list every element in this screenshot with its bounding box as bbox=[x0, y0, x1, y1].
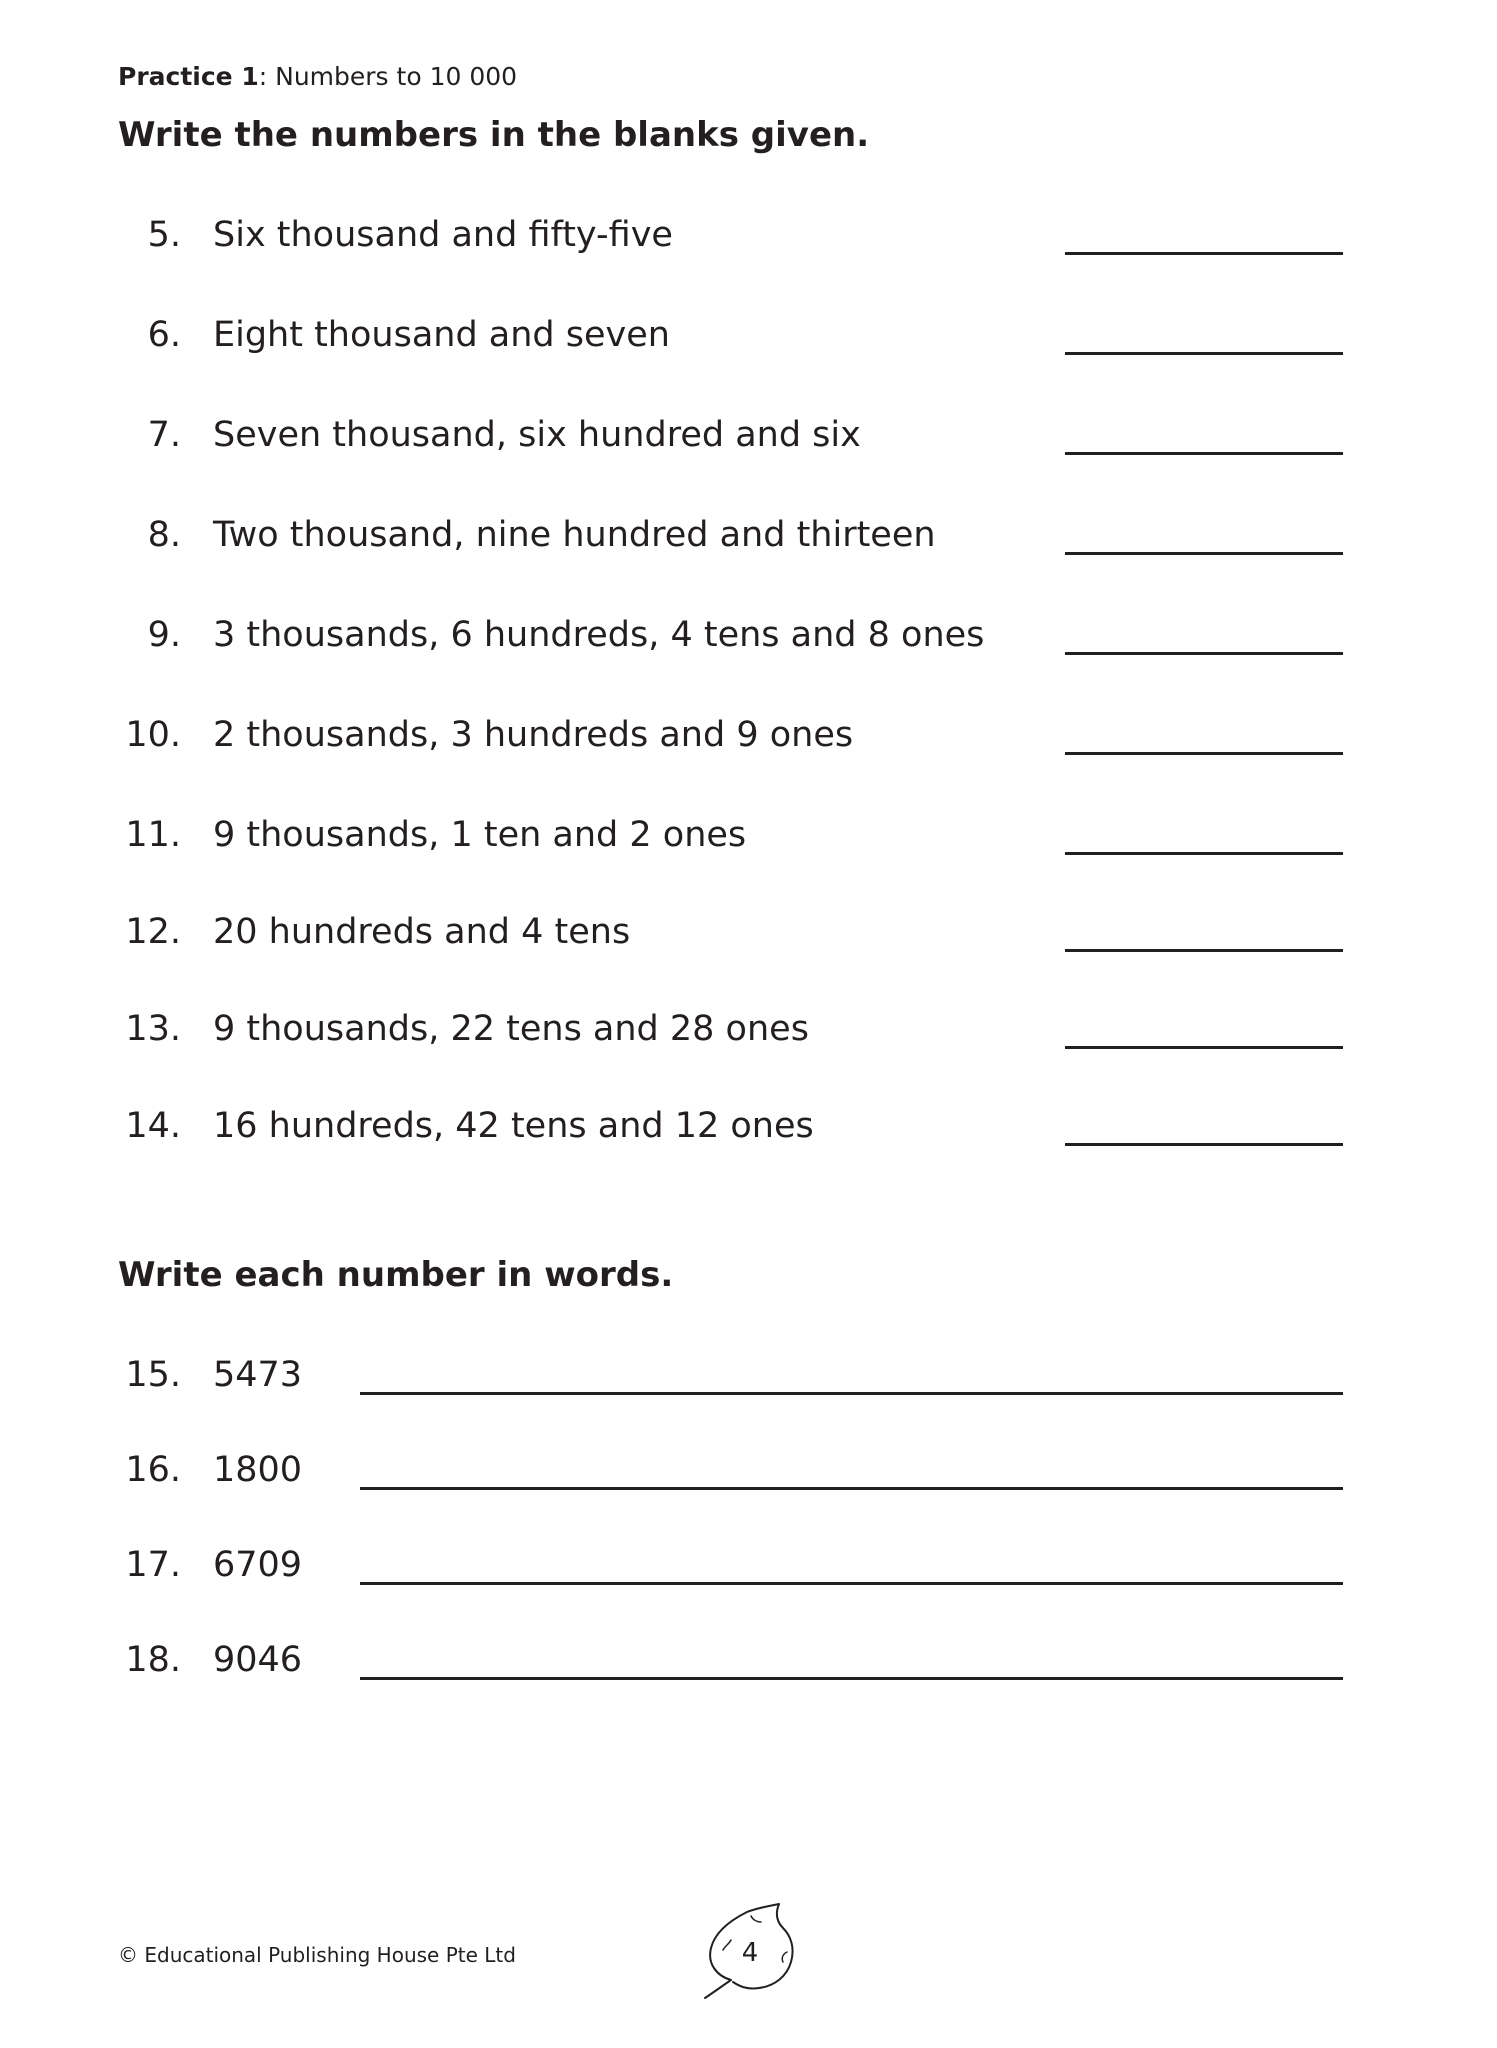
question-13 bbox=[0, 1004, 1497, 1060]
question-text: Eight thousand and seven bbox=[213, 315, 670, 355]
answer-blank[interactable] bbox=[1065, 652, 1343, 655]
question-number: 17. bbox=[125, 1545, 181, 1585]
answer-blank[interactable] bbox=[1065, 852, 1343, 855]
question-number: 5. bbox=[147, 215, 181, 255]
answer-blank[interactable] bbox=[1065, 252, 1343, 255]
page-number: 4 bbox=[741, 1938, 759, 1968]
page-header bbox=[118, 60, 517, 94]
question-text: 1800 bbox=[213, 1450, 303, 1490]
question-text: 6709 bbox=[213, 1545, 303, 1585]
question-15 bbox=[0, 1350, 1497, 1406]
question-7 bbox=[0, 410, 1497, 466]
question-number: 12. bbox=[125, 912, 181, 952]
practice-label: Practice 1 bbox=[118, 62, 259, 91]
answer-blank[interactable] bbox=[1065, 1046, 1343, 1049]
answer-blank[interactable] bbox=[1065, 352, 1343, 355]
answer-line[interactable] bbox=[360, 1582, 1343, 1585]
question-text: Seven thousand, six hundred and six bbox=[213, 415, 861, 455]
question-text: 9046 bbox=[213, 1640, 303, 1680]
answer-blank[interactable] bbox=[1065, 1143, 1343, 1146]
answer-blank[interactable] bbox=[1065, 949, 1343, 952]
question-text: 16 hundreds, 42 tens and 12 ones bbox=[213, 1106, 814, 1146]
question-number: 18. bbox=[125, 1640, 181, 1680]
question-14 bbox=[0, 1101, 1497, 1157]
question-9 bbox=[0, 610, 1497, 666]
question-6 bbox=[0, 310, 1497, 366]
question-number: 7. bbox=[147, 415, 181, 455]
question-8 bbox=[0, 510, 1497, 566]
question-16 bbox=[0, 1445, 1497, 1501]
answer-line[interactable] bbox=[360, 1677, 1343, 1680]
question-number: 11. bbox=[125, 815, 181, 855]
question-text: 9 thousands, 1 ten and 2 ones bbox=[213, 815, 747, 855]
question-number: 9. bbox=[147, 615, 181, 655]
section1-instruction: Write the numbers in the blanks given. bbox=[118, 115, 870, 155]
answer-blank[interactable] bbox=[1065, 452, 1343, 455]
question-text: 2 thousands, 3 hundreds and 9 ones bbox=[213, 715, 854, 755]
question-text: 3 thousands, 6 hundreds, 4 tens and 8 ones bbox=[213, 615, 985, 655]
question-10 bbox=[0, 710, 1497, 766]
question-text: Six thousand and fifty-five bbox=[213, 215, 673, 255]
answer-line[interactable] bbox=[360, 1487, 1343, 1490]
section2-instruction: Write each number in words. bbox=[118, 1255, 674, 1295]
question-number: 8. bbox=[147, 515, 181, 555]
answer-blank[interactable] bbox=[1065, 552, 1343, 555]
question-number: 10. bbox=[125, 715, 181, 755]
answer-blank[interactable] bbox=[1065, 752, 1343, 755]
question-number: 16. bbox=[125, 1450, 181, 1490]
question-18 bbox=[0, 1635, 1497, 1691]
practice-topic: Numbers to 10 000 bbox=[275, 62, 518, 91]
question-number: 13. bbox=[125, 1009, 181, 1049]
question-5 bbox=[0, 210, 1497, 266]
question-number: 15. bbox=[125, 1355, 181, 1395]
question-number: 6. bbox=[147, 315, 181, 355]
question-17 bbox=[0, 1540, 1497, 1596]
question-text: Two thousand, nine hundred and thirteen bbox=[213, 515, 936, 555]
question-12 bbox=[0, 907, 1497, 963]
copyright-notice: © Educational Publishing House Pte Ltd bbox=[118, 1943, 516, 1967]
header-separator: : bbox=[258, 62, 276, 91]
question-text: 20 hundreds and 4 tens bbox=[213, 912, 631, 952]
question-text: 9 thousands, 22 tens and 28 ones bbox=[213, 1009, 809, 1049]
question-text: 5473 bbox=[213, 1355, 303, 1395]
question-number: 14. bbox=[125, 1106, 181, 1146]
question-11 bbox=[0, 810, 1497, 866]
answer-line[interactable] bbox=[360, 1392, 1343, 1395]
